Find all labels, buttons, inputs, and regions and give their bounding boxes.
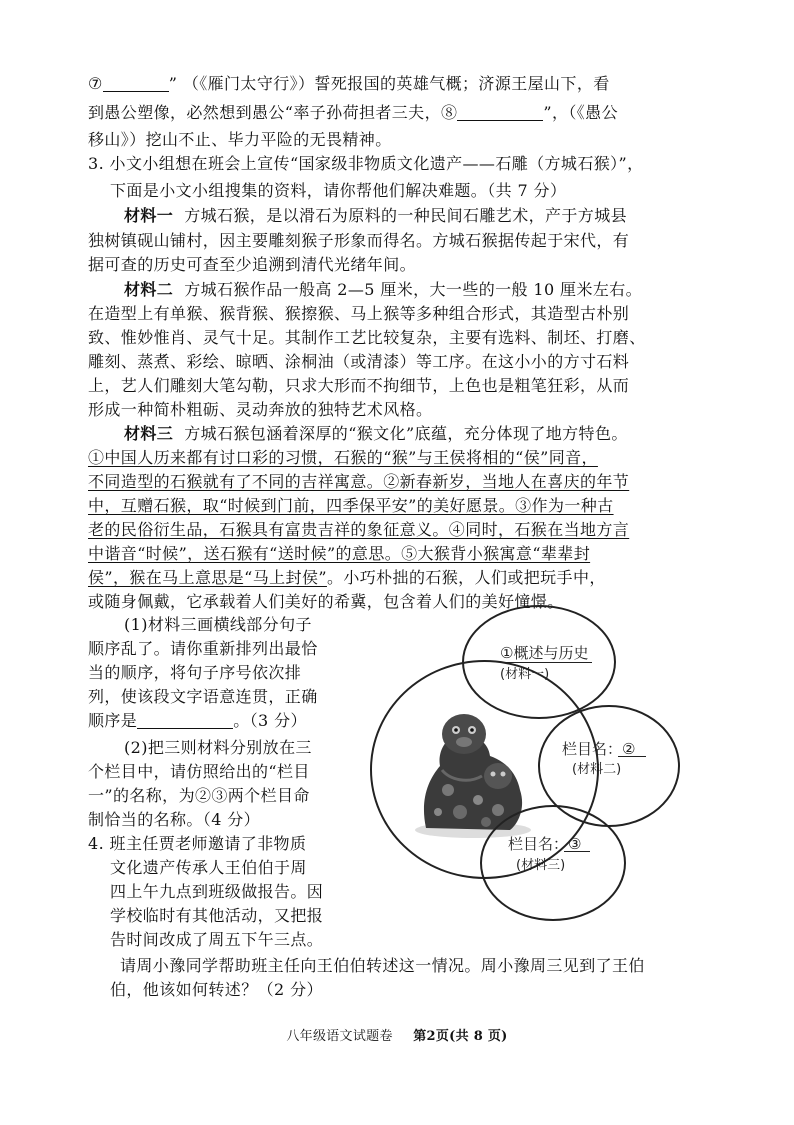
answer-blank-8[interactable] xyxy=(457,104,543,121)
material-2-line-3: 致、惟妙惟肖、灵气十足。其制作工艺比较复杂，主要有选料、制坯、打磨、 xyxy=(88,328,646,347)
answer-blank-7[interactable] xyxy=(103,75,169,92)
section-2-title: 栏目名：② xyxy=(562,740,636,758)
sub-question-2-line-2: 个栏目中，请仿照给出的“栏目 xyxy=(88,762,310,781)
sub-question-1-line-2: 顺序乱了。请你重新排列出最恰 xyxy=(88,639,318,658)
answer-blank-order[interactable] xyxy=(137,712,233,729)
section-3-blank[interactable] xyxy=(564,851,590,852)
question-4-line-6: 请周小豫同学帮助班主任向王伯伯转述这一情况。周小豫周三见到了王伯 xyxy=(120,956,645,975)
material-3-line-7: 侯”，猴在马上意思是“马上封侯”。小巧朴拙的石猴，人们或把玩手中， xyxy=(88,568,606,587)
question-3-instruction: 下面是小文小组搜集的资料，请你帮他们解决难题。（共 7 分） xyxy=(110,181,567,200)
sub-question-2-line-4: 制恰当的名称。（4 分） xyxy=(88,810,261,829)
top-line-2-tail: ”，（《愚公 xyxy=(543,103,618,122)
material-2-label: 材料二 xyxy=(124,280,174,299)
material-2-line-4: 雕刻、蒸煮、彩绘、晾晒、涂桐油（或清漆）等工序。在这小小的方寸石料 xyxy=(88,352,630,371)
material-3-line-4: 中，互赠石猴，取“时候到门前，四季保平安”的美好愿景。③作为一种古 xyxy=(88,496,614,515)
question-4-line-5: 告时间改成了周五下午三点。 xyxy=(110,930,324,949)
section-3-title: 栏目名：③ xyxy=(508,835,582,853)
material-1-label: 材料一 xyxy=(124,206,174,225)
material-2-line-2: 在造型上有单猴、猴背猴、猴擦猴、马上猴等多种组合形式，其造型古朴别 xyxy=(88,304,630,323)
section-1-source: (材料一) xyxy=(500,667,550,682)
question-4-line-4: 学校临时有其他活动，又把报 xyxy=(110,906,324,925)
material-2-line-6: 形成一种简朴粗砺、灵动奔放的独特艺术风格。 xyxy=(88,400,433,419)
material-2-line-5: 上，艺人们雕刻大笔勾勒，只求大形而不拘细节，上色也是粗笔狂彩，从而 xyxy=(88,376,630,395)
section-3-source: (材料三) xyxy=(516,858,566,873)
material-3-line-6: 中谐音“时候”，送石猴有“送时候”的意思。⑤大猴背小猴寓意“辈辈封 xyxy=(88,544,591,563)
material-1-line-3: 据可查的历史可查至少追溯到清代光绪年间。 xyxy=(88,255,417,274)
material-1-line-2: 独树镇砚山铺村，因主要雕刻猴子形象而得名。方城石猴据传起于宋代，有 xyxy=(88,231,630,250)
top-line-1-text: ” （《雁门太守行》）誓死报国的英雄气概；济源王屋山下，看 xyxy=(168,74,610,93)
footer-page-number: 第2页(共 8 页) xyxy=(413,1029,508,1044)
question-4-line-2: 文化遗产传承人王伯伯于周 xyxy=(110,858,307,877)
top-line-2-text: 到愚公塑像，必然想到愚公“率子孙荷担者三夫，⑧ xyxy=(88,103,458,122)
material-1-line-1: 材料一 方城石猴，是以滑石为原料的一种民间石雕艺术，产于方城县 xyxy=(124,206,627,225)
page-footer xyxy=(0,1025,794,1044)
section-2-source: (材料二) xyxy=(572,762,622,777)
top-line-2 xyxy=(88,103,618,123)
section-2-blank[interactable] xyxy=(618,756,646,757)
material-3-line-2: ①中国人历来都有讨口彩的习惯，石猴的“猴”与王侯将相的“侯”同音， xyxy=(88,448,598,467)
material-3-line-1: 材料三 方城石猴包涵着深厚的“猴文化”底蕴，充分体现了地方特色。 xyxy=(124,424,628,443)
material-3-line-3: 不同造型的石猴就有了不同的吉祥寓意。②新春新岁，当地人在喜庆的年节 xyxy=(88,472,630,491)
material-diagram xyxy=(350,605,680,925)
sub-question-1-line-1: (1)材料三画横线部分句子 xyxy=(124,615,312,634)
sub-question-1-line-5: 顺序是 。（3 分） xyxy=(88,711,307,730)
material-2-line-1: 材料二 方城石猴作品一般高 2—5 厘米，大一些的一般 10 厘米左右。 xyxy=(124,280,643,299)
section-1-title: ①概述与历史 xyxy=(500,644,589,662)
question-4-line-1: 4. 班主任贾老师邀请了非物质 xyxy=(88,834,307,853)
material-3-label: 材料三 xyxy=(124,424,174,443)
question-4-line-7: 伯，他该如何转述？（2 分） xyxy=(110,980,323,999)
sub-question-2-line-1: (2)把三则材料分别放在三 xyxy=(124,738,312,757)
footer-exam-title: 八年级语文试题卷 xyxy=(286,1029,393,1044)
top-line-3: 移山》）挖山不止、毕力平险的无畏精神。 xyxy=(88,130,392,149)
blank-number-7: ⑦ xyxy=(88,74,103,93)
question-4-line-3: 四上午九点到班级做报告。因 xyxy=(110,882,324,901)
sub-question-1-line-3: 当的顺序，将句子序号依次排 xyxy=(88,663,302,682)
sub-question-2-line-3: 一”的名称，为②③两个栏目命 xyxy=(88,786,310,805)
question-3-title: 3. 小文小组想在班会上宣传“国家级非物质文化遗产——石雕（方城石猴）”， xyxy=(88,154,644,173)
material-3-line-8: 或随身佩戴，它承载着人们美好的希冀，包含着人们的美好憧憬。 xyxy=(88,592,564,611)
top-line-1 xyxy=(88,74,610,94)
sub-question-1-line-4: 列，使该段文字语意连贯，正确 xyxy=(88,687,318,706)
material-3-line-5: 老的民俗衍生品，石猴具有富贵吉祥的象征意义。④同时，石猴在当地方言 xyxy=(88,520,630,539)
material-3-underlined-end: 侯”，猴在马上意思是“马上封侯” xyxy=(88,568,327,587)
